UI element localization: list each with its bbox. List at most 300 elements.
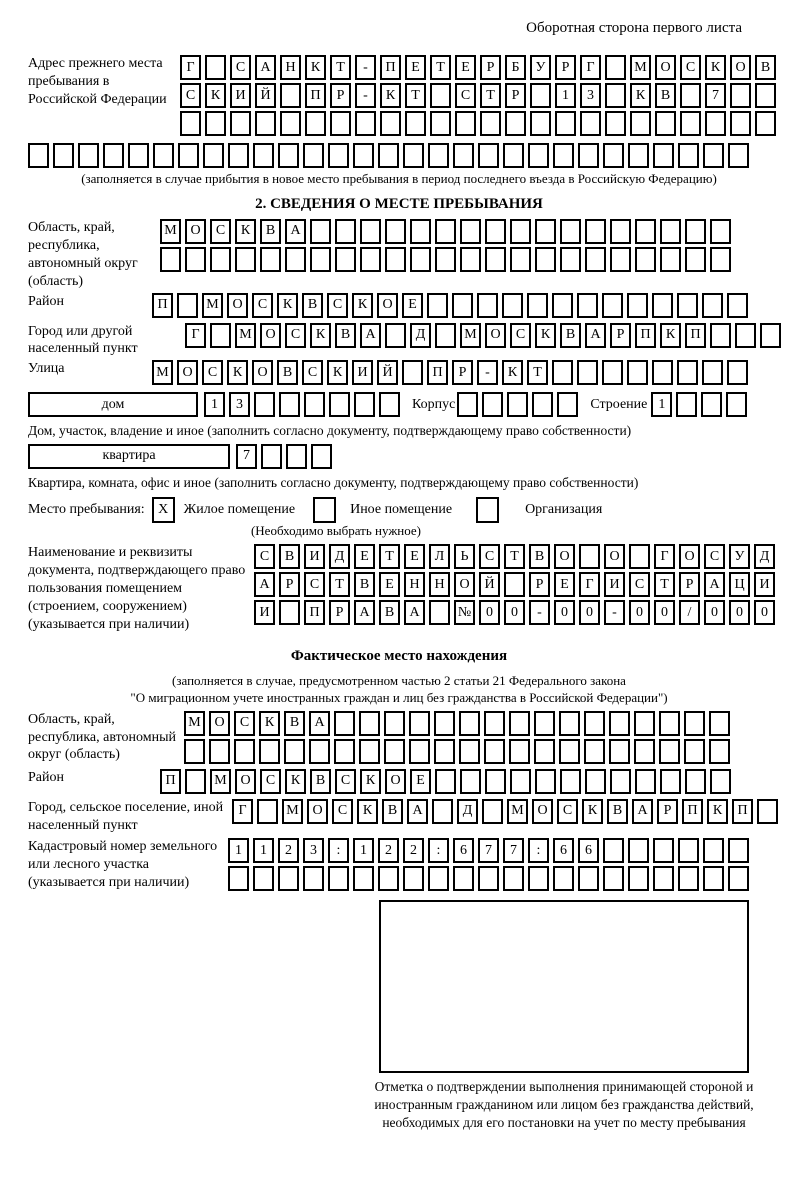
char-box: Р xyxy=(610,323,631,348)
char-box xyxy=(228,143,249,168)
char-box xyxy=(457,392,478,417)
char-box xyxy=(435,323,456,348)
char-box: Р xyxy=(555,55,576,80)
char-box: А xyxy=(255,55,276,80)
char-box xyxy=(680,83,701,108)
char-box: Р xyxy=(657,799,678,824)
char-box: И xyxy=(754,572,775,597)
mesto-label: Место пребывания: xyxy=(28,502,145,518)
char-box xyxy=(678,838,699,863)
char-box xyxy=(334,711,355,736)
char-box: А xyxy=(254,572,275,597)
oblast-rows-s3 xyxy=(184,711,734,767)
char-box xyxy=(435,219,456,244)
char-box: Г xyxy=(579,572,600,597)
char-box xyxy=(253,866,274,891)
char-box: 0 xyxy=(704,600,725,625)
char-box xyxy=(528,866,549,891)
char-box: К xyxy=(327,360,348,385)
char-box: 2 xyxy=(278,838,299,863)
char-box: 1 xyxy=(204,392,225,417)
char-box: О xyxy=(385,769,406,794)
char-box xyxy=(678,866,699,891)
char-box xyxy=(485,769,506,794)
char-box: С xyxy=(254,544,275,569)
char-box xyxy=(509,711,530,736)
char-box xyxy=(482,799,503,824)
char-box: К xyxy=(305,55,326,80)
char-box xyxy=(660,219,681,244)
char-box xyxy=(602,360,623,385)
char-box: О xyxy=(679,544,700,569)
stroenie-label: Строение xyxy=(590,397,648,413)
char-box: : xyxy=(528,838,549,863)
char-box: С xyxy=(510,323,531,348)
char-box xyxy=(460,769,481,794)
char-box: В xyxy=(560,323,581,348)
char-box xyxy=(532,392,553,417)
char-box xyxy=(378,866,399,891)
dom-row xyxy=(28,392,770,420)
char-box xyxy=(280,111,301,136)
char-box xyxy=(578,866,599,891)
char-box xyxy=(402,360,423,385)
org-label: Организация xyxy=(525,502,603,518)
char-box xyxy=(255,111,276,136)
char-box xyxy=(701,392,722,417)
char-box xyxy=(459,711,480,736)
char-box xyxy=(453,143,474,168)
char-box xyxy=(484,711,505,736)
char-box: В xyxy=(379,600,400,625)
char-box xyxy=(610,769,631,794)
char-box: В xyxy=(607,799,628,824)
kadastr-row-2 xyxy=(228,866,753,891)
char-box xyxy=(427,293,448,318)
gorod-boxes-s3 xyxy=(232,799,782,824)
gorod-row-s2 xyxy=(28,323,770,359)
char-box: 6 xyxy=(453,838,474,863)
section3-title: Фактическое место нахождения xyxy=(290,647,508,664)
char-box: 7 xyxy=(705,83,726,108)
char-box: 0 xyxy=(504,600,525,625)
oblast-label-s3: Область, край, республика, автономный округ (область) xyxy=(28,711,177,763)
char-box xyxy=(655,111,676,136)
char-box xyxy=(534,739,555,764)
zhiloe-label: Жилое помещение xyxy=(183,502,296,518)
char-box xyxy=(634,739,655,764)
char-box: / xyxy=(679,600,700,625)
char-box: А xyxy=(360,323,381,348)
char-box xyxy=(210,247,231,272)
char-box xyxy=(234,739,255,764)
char-box xyxy=(385,323,406,348)
oblast-row-2-s2 xyxy=(160,247,735,272)
oblast-row-2-s3 xyxy=(184,739,734,764)
char-box: О xyxy=(252,360,273,385)
char-box: С xyxy=(327,293,348,318)
char-box: П xyxy=(682,799,703,824)
char-box: К xyxy=(707,799,728,824)
char-box: С xyxy=(455,83,476,108)
char-box: - xyxy=(355,55,376,80)
char-box: О xyxy=(377,293,398,318)
char-box: 1 xyxy=(228,838,249,863)
char-box: 0 xyxy=(629,600,650,625)
char-box xyxy=(609,739,630,764)
char-box xyxy=(405,111,426,136)
char-box xyxy=(580,111,601,136)
char-box xyxy=(455,111,476,136)
char-box xyxy=(485,247,506,272)
char-box xyxy=(185,769,206,794)
char-box: И xyxy=(352,360,373,385)
char-box xyxy=(279,392,300,417)
char-box: А xyxy=(354,600,375,625)
char-box xyxy=(328,866,349,891)
stamp-caption: Отметка о подтверждении выполнения принимающей стороной и иностранным гражданином или лицом без гражданства действий, необходимых для его постановки на учет по месту пребывания xyxy=(374,1079,754,1131)
char-box: К xyxy=(535,323,556,348)
char-box: : xyxy=(328,838,349,863)
char-box xyxy=(259,739,280,764)
char-box xyxy=(710,219,731,244)
char-box: В xyxy=(655,83,676,108)
char-box xyxy=(210,323,231,348)
char-box: П xyxy=(685,323,706,348)
char-box: Т xyxy=(480,83,501,108)
char-box: Р xyxy=(330,83,351,108)
char-box: С xyxy=(234,711,255,736)
prev-address-label: Адрес прежнего места пребывания в Российской Федерации xyxy=(28,56,167,107)
prev-address-row-3 xyxy=(180,111,780,136)
char-box xyxy=(385,219,406,244)
char-box: П xyxy=(635,323,656,348)
char-box: О xyxy=(209,711,230,736)
char-box xyxy=(659,711,680,736)
char-box xyxy=(602,293,623,318)
char-box: М xyxy=(235,323,256,348)
raion-label-s3: Район xyxy=(28,769,64,785)
char-box xyxy=(702,360,723,385)
char-box xyxy=(677,360,698,385)
char-box xyxy=(730,83,751,108)
char-box: О xyxy=(454,572,475,597)
char-box xyxy=(505,111,526,136)
oblast-row-1-s3 xyxy=(184,711,734,736)
char-box: Е xyxy=(402,293,423,318)
char-box: И xyxy=(604,572,625,597)
char-box: К xyxy=(310,323,331,348)
gorod-label-s2: Город или другой населенный пункт xyxy=(28,323,138,357)
char-box xyxy=(628,143,649,168)
char-box: Г xyxy=(580,55,601,80)
char-box: - xyxy=(355,83,376,108)
char-box: Р xyxy=(480,55,501,80)
char-box: Ц xyxy=(729,572,750,597)
char-box: Р xyxy=(329,600,350,625)
char-box: 1 xyxy=(353,838,374,863)
char-box xyxy=(359,739,380,764)
char-box xyxy=(676,392,697,417)
char-box: Т xyxy=(329,572,350,597)
char-box xyxy=(552,360,573,385)
mesto-row xyxy=(28,497,770,523)
char-box: 0 xyxy=(579,600,600,625)
char-box: К xyxy=(205,83,226,108)
char-box: К xyxy=(660,323,681,348)
char-box: К xyxy=(277,293,298,318)
char-box: Р xyxy=(505,83,526,108)
doc-rows xyxy=(254,544,779,628)
char-box: С xyxy=(479,544,500,569)
char-box: П xyxy=(305,83,326,108)
char-box: О xyxy=(604,544,625,569)
char-box xyxy=(261,444,282,469)
char-box xyxy=(609,711,630,736)
char-box xyxy=(703,866,724,891)
stamp-box xyxy=(379,900,749,1073)
gorod-row-s3 xyxy=(28,799,770,835)
ulitsa-boxes xyxy=(152,360,752,385)
char-box: М xyxy=(460,323,481,348)
char-box xyxy=(553,143,574,168)
char-box: У xyxy=(729,544,750,569)
kadastr-label: Кадастровый номер земельного или лесного участка (указывается при наличии) xyxy=(28,839,218,891)
char-box: К xyxy=(380,83,401,108)
stamp-column xyxy=(358,900,770,1131)
char-box xyxy=(710,247,731,272)
char-box xyxy=(735,323,756,348)
char-box xyxy=(535,247,556,272)
kvartira-boxes xyxy=(236,444,336,469)
char-box xyxy=(328,143,349,168)
char-box xyxy=(460,247,481,272)
char-box xyxy=(702,293,723,318)
char-box: - xyxy=(477,360,498,385)
char-box xyxy=(534,711,555,736)
char-box: И xyxy=(254,600,275,625)
char-box: К xyxy=(360,769,381,794)
char-box: 2 xyxy=(403,838,424,863)
char-box xyxy=(584,711,605,736)
char-box xyxy=(560,247,581,272)
char-box xyxy=(278,143,299,168)
prev-address-row-2 xyxy=(180,83,780,108)
char-box: В xyxy=(260,219,281,244)
char-box xyxy=(403,143,424,168)
char-box xyxy=(605,111,626,136)
char-box xyxy=(180,111,201,136)
char-box xyxy=(685,219,706,244)
char-box: П xyxy=(427,360,448,385)
char-box xyxy=(660,247,681,272)
char-box xyxy=(478,143,499,168)
char-box xyxy=(434,711,455,736)
char-box: С xyxy=(260,769,281,794)
char-box xyxy=(254,392,275,417)
char-box: В xyxy=(755,55,776,80)
oblast-row-1-s2 xyxy=(160,219,735,244)
char-box xyxy=(530,83,551,108)
char-box: М xyxy=(202,293,223,318)
char-box: В xyxy=(335,323,356,348)
char-box xyxy=(728,838,749,863)
char-box xyxy=(605,83,626,108)
char-box: А xyxy=(309,711,330,736)
char-box: В xyxy=(277,360,298,385)
char-box xyxy=(78,143,99,168)
char-box: О xyxy=(307,799,328,824)
char-box: Т xyxy=(527,360,548,385)
char-box xyxy=(555,111,576,136)
char-box: М xyxy=(160,219,181,244)
char-box xyxy=(530,111,551,136)
char-box xyxy=(503,143,524,168)
char-box xyxy=(378,143,399,168)
char-box: 2 xyxy=(378,838,399,863)
char-box: О xyxy=(730,55,751,80)
char-box xyxy=(605,55,626,80)
char-box xyxy=(760,323,781,348)
char-box xyxy=(585,247,606,272)
char-box: В xyxy=(284,711,305,736)
char-box: Т xyxy=(379,544,400,569)
prev-address-row-1 xyxy=(180,55,780,80)
char-box xyxy=(480,111,501,136)
oblast-label-s2: Область, край, республика, автономный округ (область) xyxy=(28,219,138,289)
gorod-boxes-s2 xyxy=(185,323,785,348)
char-box xyxy=(279,600,300,625)
char-box xyxy=(630,111,651,136)
char-box: Г xyxy=(232,799,253,824)
char-box xyxy=(278,866,299,891)
char-box: С xyxy=(332,799,353,824)
char-box xyxy=(502,293,523,318)
char-box xyxy=(203,143,224,168)
char-box xyxy=(579,544,600,569)
char-box xyxy=(660,769,681,794)
char-box xyxy=(410,247,431,272)
char-box xyxy=(684,711,705,736)
doc-row-3 xyxy=(254,600,779,625)
char-box: В xyxy=(382,799,403,824)
char-box xyxy=(304,392,325,417)
char-box xyxy=(730,111,751,136)
char-box: 3 xyxy=(229,392,250,417)
char-box xyxy=(634,711,655,736)
kadastr-row-1 xyxy=(228,838,753,863)
section2-title: 2. СВЕДЕНИЯ О МЕСТЕ ПРЕБЫВАНИЯ xyxy=(255,195,543,212)
char-box: М xyxy=(507,799,528,824)
char-box: О xyxy=(655,55,676,80)
char-box: Д xyxy=(410,323,431,348)
raion-row-s3 xyxy=(28,769,770,797)
char-box: П xyxy=(304,600,325,625)
char-box xyxy=(507,392,528,417)
char-box xyxy=(603,838,624,863)
char-box xyxy=(354,392,375,417)
char-box xyxy=(610,247,631,272)
char-box: - xyxy=(529,600,550,625)
char-box xyxy=(755,111,776,136)
char-box: С xyxy=(252,293,273,318)
char-box: М xyxy=(152,360,173,385)
char-box xyxy=(178,143,199,168)
char-box: Г xyxy=(180,55,201,80)
char-box: С xyxy=(180,83,201,108)
char-box: Т xyxy=(405,83,426,108)
char-box: С xyxy=(302,360,323,385)
char-box: П xyxy=(732,799,753,824)
char-box: К xyxy=(357,799,378,824)
prev-address-note: (заполняется в случае прибытия в новое место пребывания в период последнего въезда в Российскую Федерацию) xyxy=(81,171,717,186)
char-box xyxy=(428,143,449,168)
ulitsa-label: Улица xyxy=(28,361,65,377)
char-box xyxy=(257,799,278,824)
char-box xyxy=(429,600,450,625)
char-box: 1 xyxy=(253,838,274,863)
char-box xyxy=(610,219,631,244)
char-box: Е xyxy=(410,769,431,794)
char-box: Ь xyxy=(454,544,475,569)
char-box xyxy=(230,111,251,136)
char-box: С xyxy=(285,323,306,348)
char-box xyxy=(452,293,473,318)
char-box: О xyxy=(260,323,281,348)
char-box xyxy=(410,219,431,244)
char-box: 1 xyxy=(651,392,672,417)
char-box xyxy=(585,769,606,794)
char-box: С xyxy=(704,544,725,569)
char-box xyxy=(360,219,381,244)
char-box xyxy=(603,866,624,891)
char-box xyxy=(559,711,580,736)
char-box: А xyxy=(285,219,306,244)
char-box xyxy=(755,83,776,108)
char-box xyxy=(652,360,673,385)
char-box: У xyxy=(530,55,551,80)
char-box xyxy=(584,739,605,764)
char-box xyxy=(260,247,281,272)
zhiloe-checkbox: X xyxy=(152,497,175,523)
char-box xyxy=(559,739,580,764)
char-box xyxy=(685,247,706,272)
oblast-block-s2 xyxy=(28,219,770,291)
char-box: - xyxy=(604,600,625,625)
char-box: Н xyxy=(404,572,425,597)
char-box xyxy=(205,55,226,80)
char-box: Е xyxy=(455,55,476,80)
char-box xyxy=(435,769,456,794)
char-box: М xyxy=(210,769,231,794)
char-box: С xyxy=(335,769,356,794)
char-box xyxy=(635,769,656,794)
char-box xyxy=(228,866,249,891)
char-box xyxy=(757,799,778,824)
char-box xyxy=(478,866,499,891)
char-box xyxy=(205,111,226,136)
char-box: К xyxy=(582,799,603,824)
char-box xyxy=(627,293,648,318)
char-box xyxy=(235,247,256,272)
char-box xyxy=(703,143,724,168)
doc-label: Наименование и реквизиты документа, подтверждающего право пользования помещением (строением, сооружением) (указывается при наличии) xyxy=(28,545,246,632)
ulitsa-row xyxy=(28,360,770,388)
char-box: Т xyxy=(654,572,675,597)
char-box xyxy=(482,392,503,417)
char-box: О xyxy=(177,360,198,385)
char-box: О xyxy=(554,544,575,569)
